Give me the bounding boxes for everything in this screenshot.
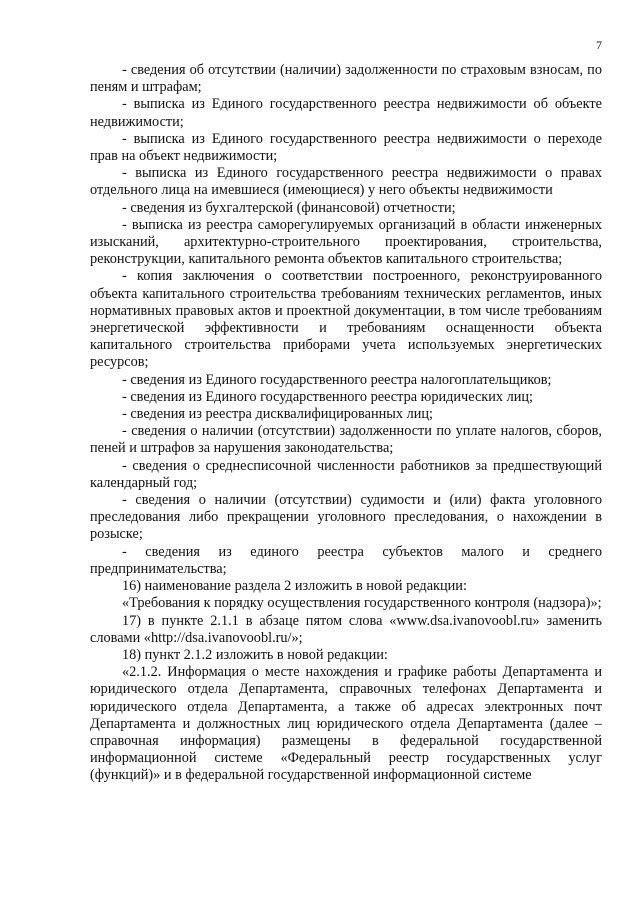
paragraph: - копия заключения о соответствии построенного, реконструированного объекта капитального строительства требованиям технических регламентов, иных нормативных правовых актов и проектной документации, в том числе требованиям энергетической эффективности и требованиям оснащенности объекта капитального строительства приборами учета используемых энергетических ресурсов; — [90, 268, 602, 371]
paragraph: - сведения из единого реестра субъектов малого и среднего предпринимательства; — [90, 543, 602, 577]
paragraph: - сведения из реестра дисквалифицированных лиц; — [122, 406, 433, 423]
paragraph: - выписка из Единого государственного реестра недвижимости об объекте недвижимости; — [90, 96, 602, 130]
paragraph: 17) в пункте 2.1.1 в абзаце пятом слова «www.dsa.ivanovoobl.ru» заменить словами «http://dsa.ivanovoobl.ru/»; — [90, 612, 602, 646]
paragraph: - сведения о наличии (отсутствии) задолженности по уплате налогов, сборов, пеней и штрафов за нарушения законодательства; — [90, 423, 602, 457]
page-number: 7 — [596, 38, 602, 52]
document-body — [90, 62, 602, 785]
paragraph: - сведения из Единого государственного реестра юридических лиц; — [122, 388, 534, 405]
paragraph: - выписка из реестра саморегулируемых организаций в области инженерных изысканий, архитектурно-строительного проектирования, строительства, реконструкции, капитального ремонта объектов капитального строительства; — [90, 216, 602, 268]
paragraph: - сведения о среднесписочной численности работников за предшествующий календарный год; — [90, 457, 602, 491]
paragraph: - сведения из Единого государственного реестра налогоплательщиков; — [122, 371, 552, 388]
paragraph: 16) наименование раздела 2 изложить в новой редакции: — [122, 578, 467, 595]
paragraph: - выписка из Единого государственного реестра недвижимости о переходе прав на объект недвижимости; — [90, 130, 602, 165]
paragraph: - выписка из Единого государственного реестра недвижимости о правах отдельного лица на имевшиеся (имеющиеся) у него объекты недвижимости — [90, 165, 602, 199]
paragraph: - сведения о наличии (отсутствии) судимости и (или) факта уголовного преследования либо прекращении уголовного преследования, о нахождении в розыске; — [90, 492, 602, 543]
paragraph: 18) пункт 2.1.2 изложить в новой редакции: — [122, 646, 388, 663]
paragraph: «Требования к порядку осуществления государственного контроля (надзора)»; — [122, 595, 602, 612]
paragraph: «2.1.2. Информация о месте нахождения и графике работы Департамента и юридического отдела Департамента, справочных телефонах Департамента и юридического отдела Департамента, а также об адресах электронных почт Департамента и должностных лиц юридического отдела Департамента (далее – справочная информация) размещены в федеральной государственной информационной системе «Федеральный реестр государственных услуг (функций)» и в федеральной государственной информационной системе — [90, 664, 602, 784]
paragraph: - сведения об отсутствии (наличии) задолженности по страховым взносам, по пеням и штрафам; — [90, 62, 602, 96]
paragraph: - сведения из бухгалтерской (финансовой) отчетности; — [122, 199, 456, 216]
